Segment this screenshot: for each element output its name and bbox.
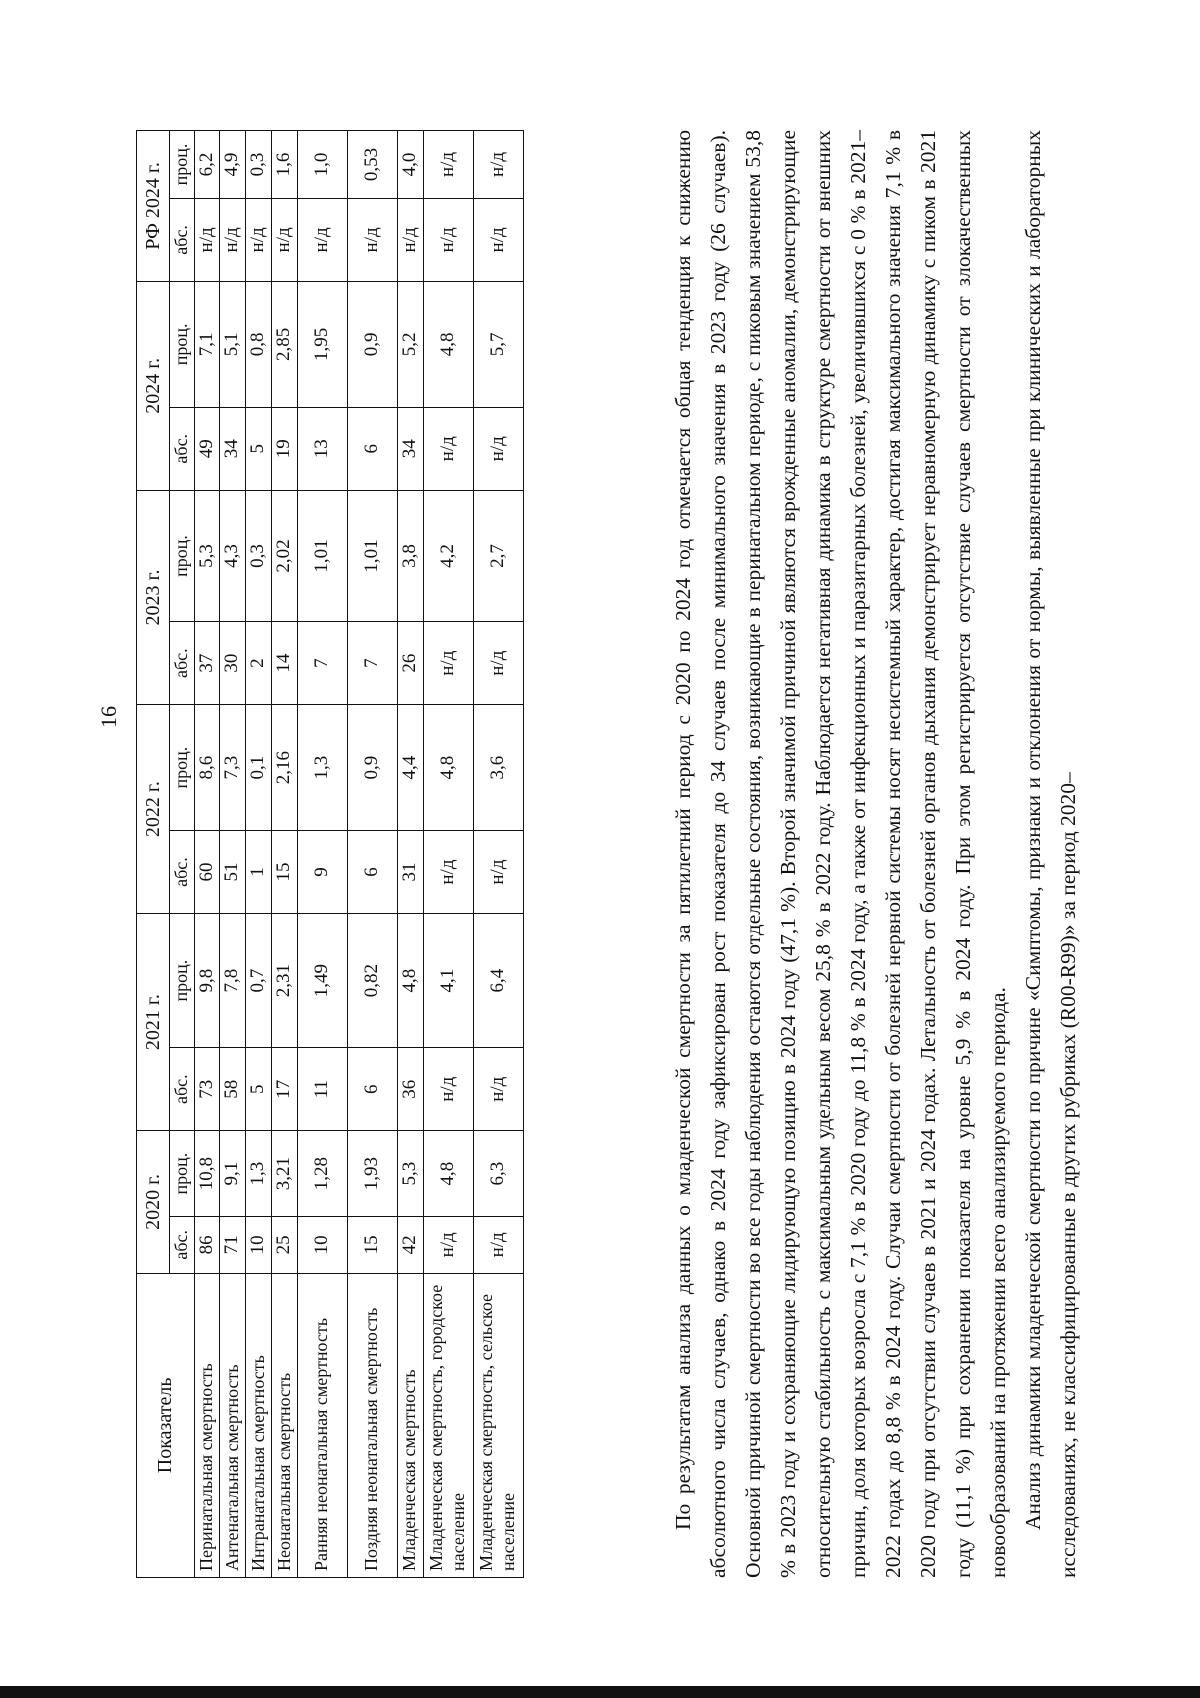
cell-pct: 4,8 [423,281,473,407]
cell-pct: 6,4 [473,914,523,1048]
row-label: Интранатальная смертность [246,1273,272,1577]
cell-pct: 3,8 [397,490,423,621]
subheader-abs: абс. [170,198,195,281]
cell-abs: н/д [423,831,473,914]
subheader-abs: абс. [170,622,195,705]
cell-abs: 86 [194,1216,220,1273]
table-row [423,131,473,1578]
cell-abs: 6 [347,1048,397,1131]
subheader-pct: проц. [170,131,195,199]
table-row [297,131,347,1578]
cell-pct: 4,8 [397,914,423,1048]
cell-abs: н/д [473,1216,523,1273]
cell-abs: 15 [347,1216,397,1273]
cell-abs: 42 [397,1216,423,1273]
cell-abs: 36 [397,1048,423,1131]
header-year-2024: 2024 г. [137,281,170,490]
subheader-pct: проц. [170,1131,195,1217]
cell-pct: 1,0 [297,131,347,199]
cell-abs: н/д [473,1048,523,1131]
table-row [397,131,423,1578]
cell-pct: 0,1 [246,705,272,831]
page-number: 16 [96,706,121,728]
cell-abs: 7 [297,622,347,705]
cell-pct: 2,16 [271,705,297,831]
cell-pct: 1,01 [347,490,397,621]
cell-pct: 5,2 [397,281,423,407]
cell-pct: 1,01 [297,490,347,621]
row-label: Неонатальная смертность [271,1273,297,1577]
cell-pct: 3,21 [271,1131,297,1217]
cell-abs: н/д [473,198,523,281]
cell-pct: 0,82 [347,914,397,1048]
cell-pct: 4,4 [397,705,423,831]
header-year-2020: 2020 г. [137,1131,170,1273]
cell-pct: 4,9 [220,131,246,199]
cell-pct: 5,3 [397,1131,423,1217]
subheader-pct: проц. [170,490,195,621]
cell-pct: 2,31 [271,914,297,1048]
cell-abs: 19 [271,407,297,490]
cell-abs: 6 [347,407,397,490]
cell-pct: 5,1 [220,281,246,407]
cell-pct: 1,28 [297,1131,347,1217]
cell-abs: 1 [246,831,272,914]
row-label: Младенческая смертность, сельское население [473,1273,523,1577]
cell-pct: 0,3 [246,131,272,199]
cell-abs: 7 [347,622,397,705]
cell-pct: 4,2 [423,490,473,621]
cell-abs: 10 [297,1216,347,1273]
cell-pct: 8,6 [194,705,220,831]
cell-abs: 71 [220,1216,246,1273]
cell-pct: 2,7 [473,490,523,621]
cell-pct: 1,93 [347,1131,397,1217]
cell-pct: 1,3 [246,1131,272,1217]
cell-pct: 0,3 [246,490,272,621]
cell-pct: 7,3 [220,705,246,831]
cell-abs: н/д [297,198,347,281]
subheader-abs: абс. [170,831,195,914]
cell-pct: 7,8 [220,914,246,1048]
row-label: Младенческая смертность, городское население [423,1273,473,1577]
cell-abs: н/д [347,198,397,281]
table-row [271,131,297,1578]
header-year-rf-2024: РФ 2024 г. [137,131,170,282]
row-label: Поздняя неонатальная смертность [347,1273,397,1577]
row-label: Ранняя неонатальная смертность [297,1273,347,1577]
cell-abs: н/д [423,622,473,705]
cell-abs: 6 [347,831,397,914]
body-text [666,130,1086,1578]
table-row [347,131,397,1578]
cell-pct: 3,6 [473,705,523,831]
cell-pct: 0,9 [347,281,397,407]
cell-abs: 9 [297,831,347,914]
cell-abs: 73 [194,1048,220,1131]
cell-abs: 51 [220,831,246,914]
cell-pct: 6,2 [194,131,220,199]
subheader-abs: абс. [170,407,195,490]
paragraph: По результатам анализа данных о младенческой смертности за пятилетний период с 2020 по 2024 год отмечается общая тенденция к снижению абсолютного числа случаев, однако в 2024 году зафиксирован рост показателя до 34 случаев после минимального значения в 2023 году (26 случаев). Основной причиной смертности во все годы наблюдения остаются отдельные состояния, возникающие в перинатальном периоде, с пиковым значением 53,8 % в 2023 году и сохраняющие лидирующую позицию в 2024 году (47,1 %). Второй значимой причиной являются врожденные аномалии, демонстрирующие относительную стабильность с максимальным удельным весом 25,8 % в 2022 году. Наблюдается негативная динамика в структуре смертности от внешних причин, доля которых возросла с 7,1 % в 2020 году до 11,8 % в 2024 году, а также от инфекционных и паразитарных болезней, увеличившихся с 0 % в 2021–2022 годах до 8,8 % в 2024 году. Случаи смертности от болезней нервной системы носят несистемный характер, достигая максимального значения 7,1 % в 2020 году при отсутствии случаев в 2021 и 2024 годах. Летальность от болезней органов дыхания демонстрирует неравномерную динамику с пиком в 2021 году (11,1 %) при сохранении показателя на уровне 5,9 % в 2024 году. При этом регистрируется отсутствие случаев смертности от злокачественных новообразований на протяжении всего анализируемого периода. [671,130,1010,1578]
subheader-pct: проц. [170,914,195,1048]
subheader-pct: проц. [170,281,195,407]
cell-abs: 17 [271,1048,297,1131]
cell-abs: 37 [194,622,220,705]
cell-abs: 13 [297,407,347,490]
cell-pct: 0,7 [246,914,272,1048]
cell-abs: 34 [220,407,246,490]
subheader-abs: абс. [170,1216,195,1273]
row-label: Младенческая смертность [397,1273,423,1577]
cell-pct: 9,8 [194,914,220,1048]
table-body [194,131,523,1578]
cell-abs: 30 [220,622,246,705]
cell-abs: н/д [397,198,423,281]
cell-pct: н/д [473,131,523,199]
cell-pct: н/д [423,131,473,199]
cell-abs: н/д [423,1216,473,1273]
table-row [194,131,220,1578]
subheader-pct: проц. [170,705,195,831]
cell-abs: 34 [397,407,423,490]
cell-pct: 10,8 [194,1131,220,1217]
cell-abs: н/д [473,831,523,914]
cell-pct: 9,1 [220,1131,246,1217]
cell-abs: 5 [246,1048,272,1131]
cell-abs: 15 [271,831,297,914]
cell-pct: 4,8 [423,1131,473,1217]
cell-abs: 31 [397,831,423,914]
cell-pct: 1,6 [271,131,297,199]
paragraph: Анализ динамики младенческой смертности по причине «Симптомы, признаки и отклонения от нормы, выявленные при клинических и лабораторных исследованиях, не классифицированные в других рубриках (R00-R99)» за период 2020– [1021,130,1080,1578]
table-row [220,131,246,1578]
cell-pct: 4,1 [423,914,473,1048]
cell-abs: н/д [220,198,246,281]
cell-abs: 10 [246,1216,272,1273]
cell-pct: 4,3 [220,490,246,621]
cell-abs: н/д [194,198,220,281]
cell-pct: 0,8 [246,281,272,407]
cell-abs: 49 [194,407,220,490]
cell-abs: 60 [194,831,220,914]
cell-pct: 2,85 [271,281,297,407]
cell-pct: 4,8 [423,705,473,831]
cell-abs: 11 [297,1048,347,1131]
cell-pct: 2,02 [271,490,297,621]
cell-abs: 25 [271,1216,297,1273]
table-row [473,131,523,1578]
cell-abs: 14 [271,622,297,705]
cell-abs: н/д [271,198,297,281]
subheader-abs: абс. [170,1048,195,1131]
cell-pct: 1,49 [297,914,347,1048]
cell-abs: н/д [423,1048,473,1131]
cell-pct: 7,1 [194,281,220,407]
cell-pct: 1,95 [297,281,347,407]
cell-pct: 0,9 [347,705,397,831]
row-label: Антенатальная смертность [220,1273,246,1577]
cell-abs: 26 [397,622,423,705]
cell-abs: 5 [246,407,272,490]
cell-abs: 2 [246,622,272,705]
cell-pct: 1,3 [297,705,347,831]
cell-abs: н/д [246,198,272,281]
table-row [246,131,272,1578]
cell-pct: 5,7 [473,281,523,407]
header-indicator: Показатель [137,1273,195,1577]
header-year-2022: 2022 г. [137,705,170,914]
header-year-2021: 2021 г. [137,914,170,1131]
row-label: Перинатальная смертность [194,1273,220,1577]
cell-abs: н/д [423,407,473,490]
cell-pct: 5,3 [194,490,220,621]
mortality-table [136,130,524,1578]
cell-pct: 6,3 [473,1131,523,1217]
cell-abs: н/д [473,407,523,490]
cell-abs: н/д [423,198,473,281]
header-year-2023: 2023 г. [137,490,170,704]
cell-pct: 0,53 [347,131,397,199]
cell-pct: 4,0 [397,131,423,199]
cell-abs: 58 [220,1048,246,1131]
cell-abs: н/д [473,622,523,705]
